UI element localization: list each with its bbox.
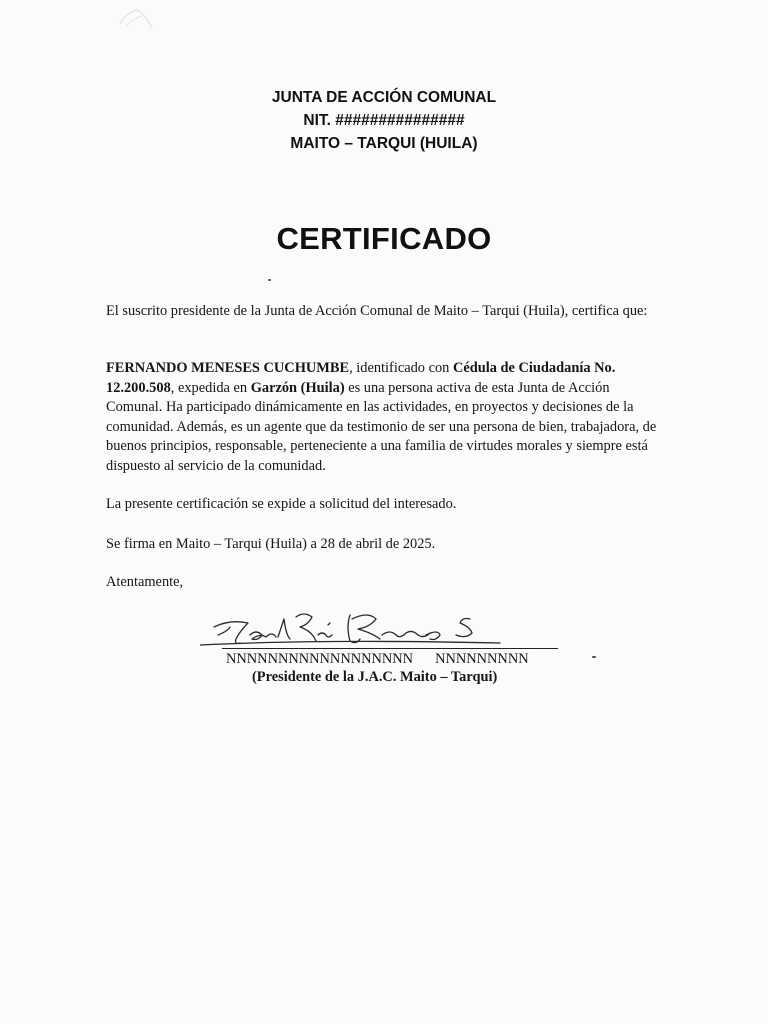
signatory-name-part-2: NNNNNNNNN [435,651,529,667]
signature-line [222,648,558,649]
text-segment-2: , expedida en [170,379,251,396]
paper-speck-2 [592,656,596,658]
paper-smudge [112,2,172,36]
document-title: CERTIFICADO [276,221,492,256]
letterhead [0,86,768,155]
paper-speck [268,279,271,281]
text-segment-1: , identificado con [349,360,453,376]
nit-number: NIT. ############### [303,112,465,129]
organization-location: MAITO – TARQUI (HUILA) [290,135,478,152]
id-document: Cédula de Ciudadanía No. 12.200.508 [106,360,616,396]
closing-salutation: Atentamente, [106,574,184,590]
organization-name: JUNTA DE ACCIÓN COMUNAL [271,89,497,106]
request-note: La presente certificación se expide a solicitud del interesado. [106,496,457,512]
issued-place: Garzón (Huila) [250,379,345,396]
certification-paragraph [106,359,666,477]
signatory-name [226,650,529,668]
text-segment-3: es una persona activa de esta Junta de Acción Comunal. Ha participado dinámicamente en las actividades, en proyectos y decisiones de la comunidad. Además, es un agente que da testimonio de ser una persona de bien, trabajadora, de buenos principios, responsable, perteneciente a una familia de virtudes morales y siempre está dispuesto al servicio de la comunidad. [106,379,657,474]
signatory-name-part-1: NNNNNNNNNNNNNNNNNN [226,651,414,667]
signing-place-date: Se firma en Maito – Tarqui (Huila) a 28 de abril de 2025. [106,536,436,552]
signatory-role: (Presidente de la J.A.C. Maito – Tarqui) [252,669,498,685]
person-name: FERNANDO MENESES CUCHUMBE [106,360,350,376]
intro-paragraph: El suscrito presidente de la Junta de Acción Comunal de Maito – Tarqui (Huila), certifica que: [106,303,648,319]
